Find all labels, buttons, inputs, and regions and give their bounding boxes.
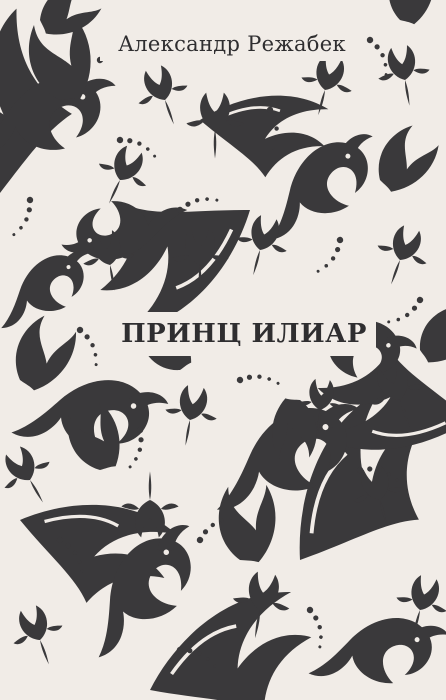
title-band [112, 312, 376, 356]
author-band [100, 27, 364, 61]
book-title: ПРИНЦ ИЛИАР [121, 319, 367, 349]
author-name: Александр Режабек [118, 32, 346, 56]
